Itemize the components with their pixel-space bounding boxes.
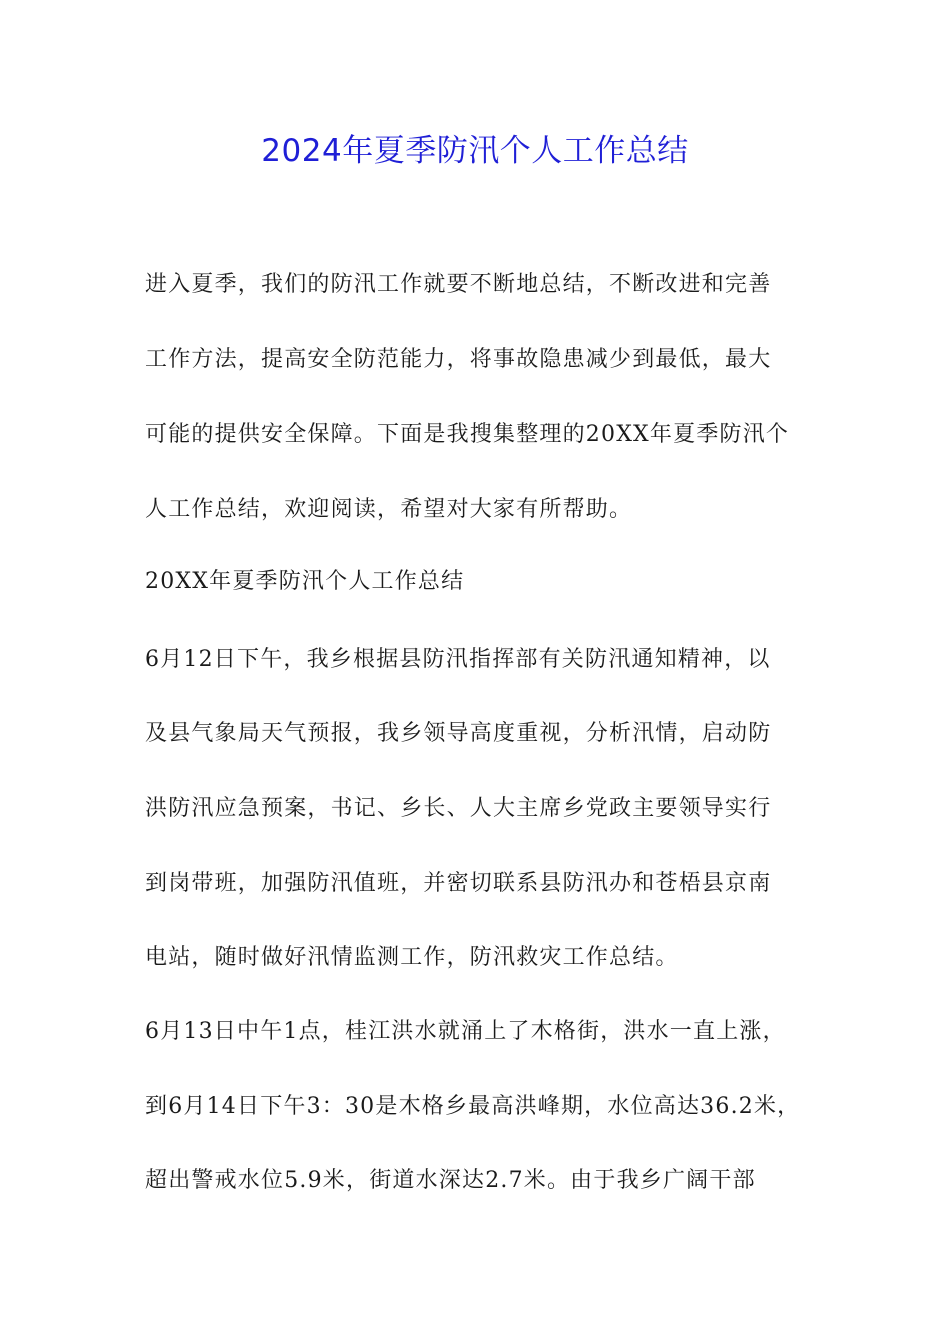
paragraph-line: 到岗带班，加强防汛值班，并密切联系县防汛办和苍梧县京南 [145, 871, 772, 896]
paragraph-line: 工作方法，提高安全防范能力，将事故隐患减少到最低，最大 [145, 347, 772, 372]
paragraph-line: 洪防汛应急预案，书记、乡长、人大主席乡党政主要领导实行 [145, 796, 772, 821]
paragraph-line: 人工作总结，欢迎阅读，希望对大家有所帮助。 [145, 497, 633, 522]
document-title: 2024年夏季防汛个人工作总结 [261, 133, 689, 169]
paragraph-line: 6月13日中午1点，桂江洪水就涌上了木格街，洪水一直上涨， [145, 1019, 786, 1044]
paragraph-line: 进入夏季，我们的防汛工作就要不断地总结，不断改进和完善 [145, 272, 772, 297]
paragraph-line: 到6月14日下午3：30是木格乡最高洪峰期，水位高达36.2米， [145, 1094, 801, 1119]
section-heading: 20XX年夏季防汛个人工作总结 [145, 569, 465, 594]
paragraph-line: 6月12日下午，我乡根据县防汛指挥部有关防汛通知精神，以 [145, 647, 771, 672]
paragraph-line: 及县气象局天气预报，我乡领导高度重视，分析汛情，启动防 [145, 721, 772, 746]
paragraph-line: 可能的提供安全保障。下面是我搜集整理的20XX年夏季防汛个 [145, 422, 790, 447]
paragraph-line: 超出警戒水位5.9米，街道水深达2.7米。由于我乡广阔干部 [145, 1168, 756, 1193]
paragraph-line: 电站，随时做好汛情监测工作，防汛救灾工作总结。 [145, 945, 679, 970]
